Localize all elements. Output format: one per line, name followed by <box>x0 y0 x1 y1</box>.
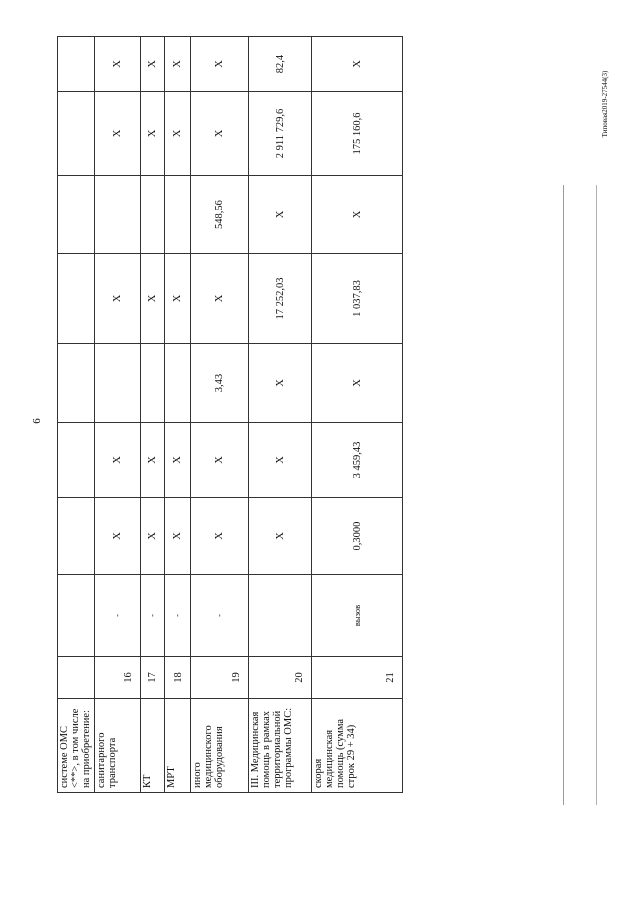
value-cell: X <box>249 344 312 423</box>
scan-edge-line <box>596 185 597 805</box>
value-cell: X <box>141 92 165 176</box>
scan-edge-line <box>563 185 564 805</box>
value-cell: 175 160,6 <box>312 92 403 176</box>
value-cell: X <box>141 423 165 498</box>
row-number-cell: 20 <box>249 657 312 699</box>
table-row <box>165 37 191 793</box>
unit-cell: - <box>141 575 165 657</box>
table-row <box>58 37 95 793</box>
value-cell <box>165 176 191 254</box>
value-cell <box>141 344 165 423</box>
row-number-cell: 19 <box>191 657 249 699</box>
value-cell: X <box>312 344 403 423</box>
row-name-cell: III. Медицинская помощь в рамках территориальной программы ОМС: <box>249 699 312 793</box>
value-cell <box>58 498 95 575</box>
value-cell: X <box>141 254 165 344</box>
value-cell: X <box>141 37 165 92</box>
value-cell: 548,56 <box>191 176 249 254</box>
table-row <box>249 37 312 793</box>
table-row <box>141 37 165 793</box>
value-cell: X <box>191 37 249 92</box>
row-number-cell <box>58 657 95 699</box>
financing-table <box>57 36 403 793</box>
value-cell <box>58 344 95 423</box>
unit-cell <box>249 575 312 657</box>
row-name-cell: санитарного транспорта <box>95 699 141 793</box>
unit-cell: - <box>95 575 141 657</box>
value-cell <box>165 344 191 423</box>
value-cell: X <box>165 423 191 498</box>
value-cell: 0,3000 <box>312 498 403 575</box>
row-name-cell: скорая медицинская помощь (сумма строк 29 + 34) <box>312 699 403 793</box>
table-row <box>191 37 249 793</box>
value-cell: 82,4 <box>249 37 312 92</box>
row-name-cell: МРТ <box>165 699 191 793</box>
value-cell: X <box>249 176 312 254</box>
value-cell: X <box>191 498 249 575</box>
value-cell: X <box>191 423 249 498</box>
value-cell: X <box>95 423 141 498</box>
value-cell: X <box>249 423 312 498</box>
value-cell <box>95 176 141 254</box>
value-cell <box>58 176 95 254</box>
document-reference <box>590 40 620 190</box>
value-cell: X <box>165 498 191 575</box>
row-number-cell: 17 <box>141 657 165 699</box>
value-cell <box>58 423 95 498</box>
table-row <box>312 37 403 793</box>
value-cell: 2 911 729,6 <box>249 92 312 176</box>
value-cell: X <box>312 37 403 92</box>
value-cell <box>141 176 165 254</box>
value-cell: X <box>191 92 249 176</box>
financing-table-region <box>57 37 397 793</box>
unit-cell <box>58 575 95 657</box>
row-number-cell: 16 <box>95 657 141 699</box>
value-cell: X <box>165 37 191 92</box>
value-cell <box>95 344 141 423</box>
value-cell <box>58 254 95 344</box>
page-number: 6 <box>31 418 43 424</box>
unit-cell: - <box>191 575 249 657</box>
row-name-cell: системе ОМС <**>, в том числе на приобретение: <box>58 699 95 793</box>
value-cell <box>58 37 95 92</box>
value-cell: X <box>165 254 191 344</box>
row-name-cell: КТ <box>141 699 165 793</box>
value-cell <box>58 92 95 176</box>
row-number-cell: 21 <box>312 657 403 699</box>
value-cell: 17 252,03 <box>249 254 312 344</box>
value-cell: X <box>95 92 141 176</box>
value-cell: 3,43 <box>191 344 249 423</box>
row-number-cell: 18 <box>165 657 191 699</box>
table-row <box>95 37 141 793</box>
value-cell: 1 037,83 <box>312 254 403 344</box>
value-cell: X <box>249 498 312 575</box>
value-cell: X <box>312 176 403 254</box>
value-cell: X <box>95 37 141 92</box>
value-cell: X <box>165 92 191 176</box>
value-cell: X <box>95 498 141 575</box>
document-reference-text: Типовая2019-27544(3) <box>601 70 609 138</box>
row-name-cell: иного медицинского оборудования <box>191 699 249 793</box>
unit-cell: - <box>165 575 191 657</box>
value-cell: X <box>191 254 249 344</box>
value-cell: X <box>95 254 141 344</box>
value-cell: X <box>141 498 165 575</box>
value-cell: 3 459,43 <box>312 423 403 498</box>
unit-cell: вызов <box>312 575 403 657</box>
